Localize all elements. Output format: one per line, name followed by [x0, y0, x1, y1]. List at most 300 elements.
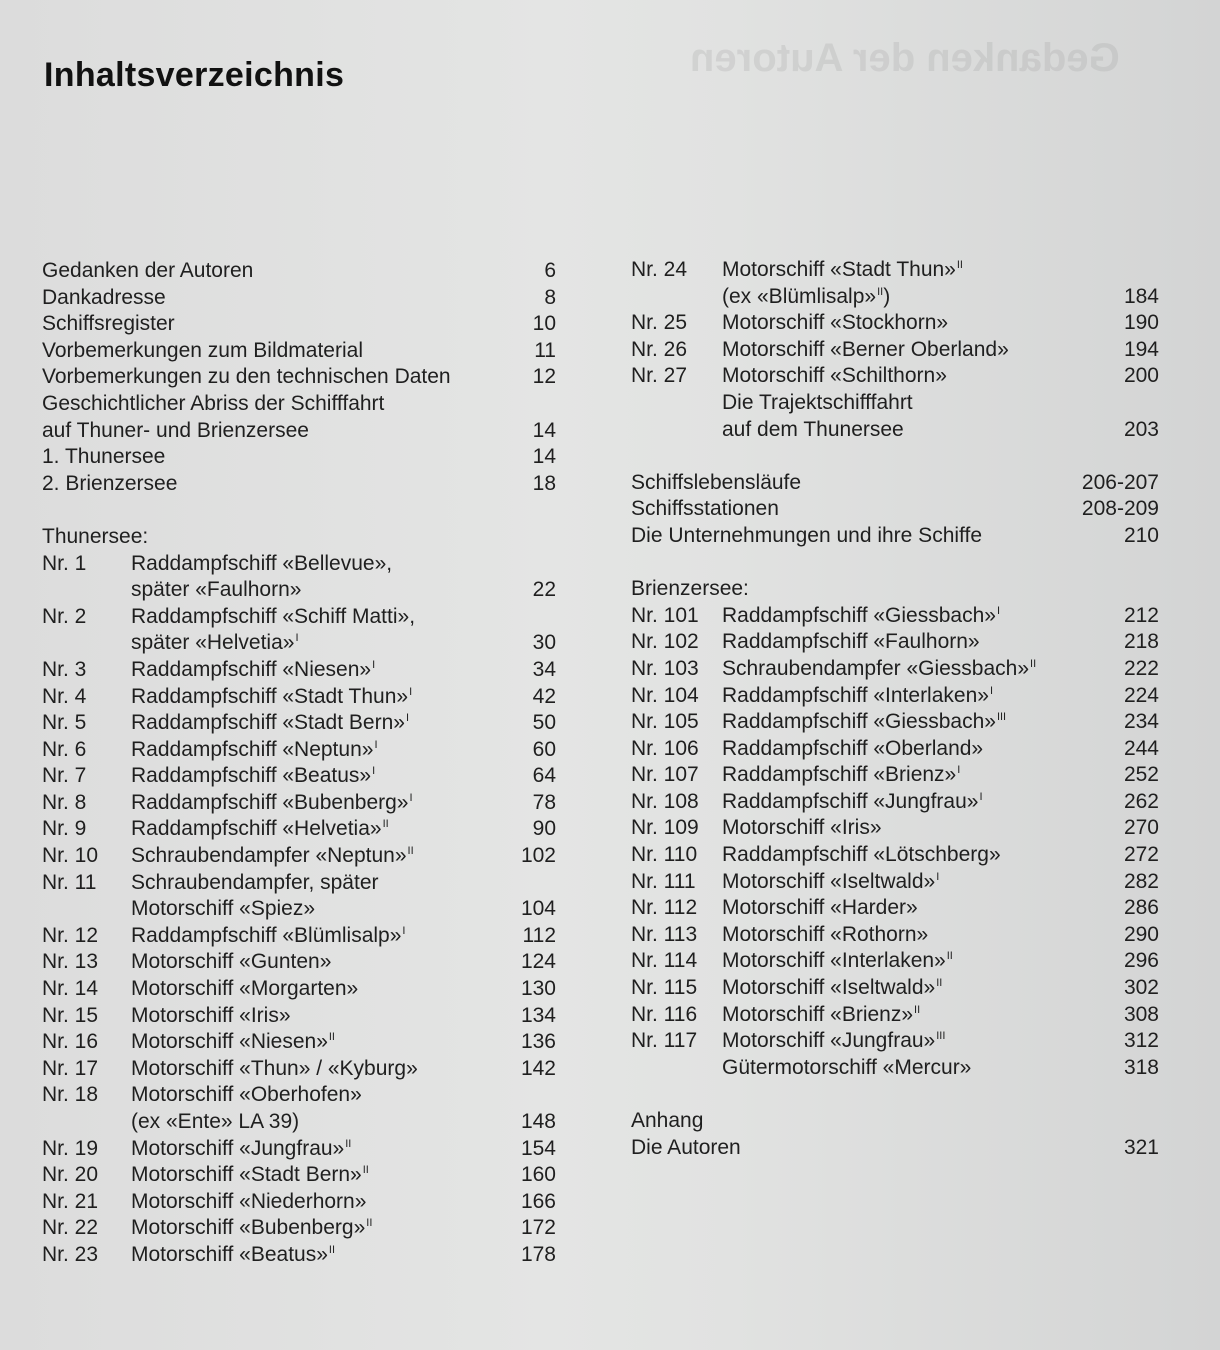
entry-title-text: Motorschiff «Rothorn»	[722, 922, 929, 946]
entry-number: Nr. 103	[631, 656, 699, 680]
page-number: 282	[1123, 869, 1159, 893]
ship-entry	[631, 1002, 1159, 1029]
page-number: 194	[1123, 337, 1159, 361]
ship-entry	[631, 603, 1159, 630]
roman-numeral-superscript: II	[328, 1243, 336, 1256]
entry-title-text: Die Unternehmungen und ihre Schiffe	[631, 523, 983, 547]
entry-title-text: Raddampfschiff «Jungfrau»	[722, 789, 979, 813]
page-number: 206-207	[1081, 470, 1159, 494]
entry-title	[722, 762, 960, 789]
entry-title	[722, 789, 983, 816]
entry-number: Nr. 25	[631, 311, 688, 335]
page-number: 210	[1123, 523, 1159, 547]
entry-title-text: Schiffslebensläufe	[631, 470, 802, 494]
roman-numeral-superscript: II	[877, 285, 884, 298]
entry-title-text: Motorschiff «Jungfrau»	[131, 1136, 345, 1160]
ship-entry	[42, 1136, 556, 1163]
page-number: 290	[1123, 922, 1159, 946]
roman-numeral-superscript: II	[345, 1137, 352, 1150]
entry-title-text: Motorschiff «Iris»	[722, 816, 882, 840]
entry-number: Nr. 9	[42, 817, 87, 841]
ship-entry	[631, 762, 1159, 789]
roman-numeral-superscript: II	[914, 1003, 921, 1016]
entry-title	[722, 895, 918, 922]
entry-number: Nr. 2	[42, 604, 87, 628]
ship-entry	[631, 1055, 1159, 1082]
entry-title	[131, 1215, 372, 1242]
roman-numeral-superscript: II	[936, 977, 943, 990]
ship-entry	[42, 657, 556, 684]
entry-number: Nr. 27	[631, 364, 688, 388]
page-number: 22	[532, 578, 556, 602]
ship-entry	[42, 976, 556, 1003]
ship-entry	[631, 948, 1159, 975]
ship-entry	[42, 870, 556, 897]
ship-entry	[631, 390, 1159, 417]
entry-number: Nr. 8	[42, 790, 87, 814]
page-number: 104	[520, 897, 556, 921]
ship-entry	[631, 284, 1159, 311]
page-number: 296	[1123, 949, 1159, 973]
roman-numeral-superscript: II	[407, 845, 414, 858]
entry-number: Nr. 107	[631, 763, 699, 787]
entry-title-text: Motorschiff «Niederhorn»	[131, 1189, 367, 1213]
entry-title	[722, 1028, 945, 1055]
page-number: 270	[1123, 816, 1159, 840]
entry-number: Nr. 109	[631, 816, 699, 840]
entry-title-text: (ex «Ente» LA 39)	[131, 1110, 300, 1133]
entry-title	[722, 363, 947, 390]
roman-numeral-superscript: III	[996, 711, 1007, 724]
page-number: 184	[1123, 284, 1159, 308]
entry-title	[131, 1162, 369, 1189]
entry-title-text: Raddampfschiff «Helvetia»	[131, 817, 382, 841]
entry-title-text: Gedanken der Autoren	[42, 259, 254, 282]
entry-title	[722, 603, 1000, 630]
entry-title	[722, 975, 942, 1002]
entry-title-text: später «Faulhorn»	[131, 578, 302, 602]
entry-number: Nr. 110	[631, 843, 698, 867]
entry-title-text: Motorschiff «Berner Oberland»	[722, 337, 1009, 361]
entry-number: Nr. 108	[631, 789, 699, 813]
ship-entry	[631, 709, 1159, 736]
entry-number: Nr. 5	[42, 711, 87, 735]
page-number: 142	[520, 1056, 556, 1080]
entry-number: Nr. 105	[631, 710, 699, 734]
entry-title	[131, 1109, 299, 1136]
entry-number: Nr. 1	[42, 551, 87, 575]
entry-title	[131, 630, 299, 657]
entry-number: Nr. 24	[631, 258, 688, 281]
roman-numeral-superscript: I	[989, 684, 994, 697]
entry-number: Nr. 10	[42, 844, 99, 868]
entry-title-text: Motorschiff «Schilthorn»	[722, 364, 947, 388]
ship-entry	[631, 789, 1159, 816]
page-number: 14	[532, 445, 556, 469]
entry-number: Nr. 26	[631, 337, 688, 361]
entry-title-text: Motorschiff «Niesen»	[131, 1030, 328, 1054]
spacer	[631, 550, 1159, 577]
ship-entry	[42, 737, 556, 764]
page-number: 203	[1123, 417, 1159, 441]
ship-entry	[42, 896, 556, 923]
toc-entry	[42, 524, 556, 551]
entry-title	[42, 524, 148, 551]
entry-title-text: Vorbemerkungen zum Bildmaterial	[42, 338, 363, 362]
page-number: 10	[532, 312, 556, 336]
page-number: 18	[532, 471, 556, 495]
entry-number: Nr. 4	[42, 684, 87, 708]
entry-number: Nr. 14	[42, 977, 99, 1001]
page-number: 11	[534, 338, 556, 362]
ship-entry	[631, 417, 1159, 444]
roman-numeral-superscript: II	[382, 818, 389, 831]
entry-title-text: Motorschiff «Beatus»	[131, 1242, 328, 1266]
entry-title-text: Geschichtlicher Abriss der Schifffahrt	[42, 391, 385, 415]
ship-entry	[42, 923, 556, 950]
entry-title-text: Motorschiff «Stadt Bern»	[131, 1163, 362, 1187]
page-number: 252	[1123, 763, 1159, 787]
entry-title	[722, 656, 1036, 683]
entry-title-text: Schraubendampfer «Giessbach»	[722, 656, 1030, 680]
entry-title-text: Raddampfschiff «Stadt Bern»	[131, 711, 405, 735]
page-number: 42	[532, 684, 556, 708]
ship-entry	[42, 551, 556, 578]
page-number: 154	[520, 1136, 556, 1160]
entry-number: Nr. 116	[631, 1002, 698, 1026]
entry-title-text: Motorschiff «Morgarten»	[131, 977, 359, 1001]
entry-number: Nr. 102	[631, 630, 699, 654]
ship-entry	[42, 949, 556, 976]
page-number: 200	[1123, 364, 1159, 388]
roman-numeral-superscript: I	[979, 790, 983, 803]
entry-title	[42, 338, 363, 365]
toc-right-column	[631, 257, 1159, 1161]
facing-page-bleed-through: Gedanken der Autoren	[690, 36, 1120, 80]
roman-numeral-superscript: II	[946, 950, 953, 963]
entry-number: Nr. 17	[42, 1056, 99, 1080]
entry-title-text: Raddampfschiff «Neptun»	[131, 737, 374, 761]
entry-number: Nr. 6	[42, 737, 87, 761]
toc-entry	[42, 391, 556, 418]
page-number: 78	[532, 790, 556, 814]
spacer	[631, 443, 1159, 470]
roman-numeral-superscript: I	[409, 791, 413, 804]
entry-title-text: Die Trajektschifffahrt	[722, 390, 913, 414]
entry-title-text: Motorschiff «Spiez»	[131, 897, 316, 921]
entry-title-text: auf dem Thunersee	[722, 417, 904, 441]
entry-title-text: Motorschiff «Jungfrau»	[722, 1029, 936, 1053]
entry-title-text: Raddampfschiff «Faulhorn»	[722, 630, 980, 654]
page-number: 112	[522, 923, 556, 947]
entry-title	[722, 310, 948, 337]
ship-entry	[42, 1109, 556, 1136]
entry-title-text: Raddampfschiff «Interlaken»	[722, 683, 989, 707]
entry-number: Nr. 21	[42, 1189, 99, 1213]
entry-title-text: (ex «Blümlisalp»	[722, 284, 877, 308]
page-number: 234	[1123, 710, 1159, 734]
entry-title	[631, 576, 749, 603]
entry-title-text: Raddampfschiff «Bubenberg»	[131, 790, 409, 814]
entry-title	[42, 418, 309, 445]
ship-entry	[42, 1082, 556, 1109]
page-number: 190	[1123, 311, 1159, 335]
page-number: 160	[520, 1163, 556, 1187]
ship-entry	[631, 975, 1159, 1002]
entry-number: Nr. 23	[42, 1242, 99, 1266]
ship-entry	[631, 842, 1159, 869]
toc-entry	[631, 1108, 1159, 1135]
page-number: 8	[544, 285, 556, 309]
ship-entry	[631, 629, 1159, 656]
entry-title	[131, 843, 414, 870]
entry-title	[131, 763, 375, 790]
entry-title	[131, 1136, 351, 1163]
page-number: 224	[1123, 683, 1159, 707]
page-number: 14	[532, 418, 556, 442]
entry-title	[42, 471, 177, 498]
page-number: 134	[520, 1003, 556, 1027]
entry-title-text: Raddampfschiff «Oberland»	[722, 736, 984, 760]
page-number: 321	[1123, 1135, 1159, 1159]
page-number: 178	[520, 1242, 556, 1266]
entry-title-text: Schraubendampfer «Neptun»	[131, 844, 407, 868]
entry-title	[131, 1056, 418, 1083]
entry-number: Nr. 106	[631, 736, 699, 760]
ship-entry	[42, 816, 556, 843]
ship-entry	[631, 363, 1159, 390]
ship-entry	[631, 310, 1159, 337]
ship-entry	[42, 710, 556, 737]
ship-entry	[42, 684, 556, 711]
ship-entry	[631, 656, 1159, 683]
entry-title	[722, 337, 1009, 364]
roman-numeral-superscript: I	[936, 870, 940, 883]
entry-title-text: Motorschiff «Oberhofen»	[131, 1083, 362, 1107]
entry-title-suffix: )	[883, 284, 891, 308]
entry-title	[722, 683, 993, 710]
entry-title	[722, 1055, 971, 1082]
roman-numeral-superscript: II	[362, 1164, 369, 1177]
entry-title	[722, 842, 1001, 869]
toc-left-column	[42, 258, 556, 1269]
entry-title	[42, 258, 253, 285]
entry-title-text: Raddampfschiff «Beatus»	[131, 764, 372, 788]
entry-number: Nr. 3	[42, 657, 87, 681]
roman-numeral-superscript: I	[372, 658, 376, 671]
ship-entry	[631, 683, 1159, 710]
entry-title	[722, 629, 980, 656]
page-number: 148	[520, 1110, 556, 1133]
roman-numeral-superscript: II	[366, 1217, 373, 1230]
entry-number: Nr. 117	[631, 1029, 698, 1053]
entry-title-text: Motorschiff «Harder»	[722, 896, 918, 920]
entry-number: Nr. 11	[42, 870, 97, 894]
ship-entry	[42, 1056, 556, 1083]
entry-title	[131, 710, 409, 737]
page-number: 212	[1123, 603, 1159, 627]
entry-title	[42, 444, 165, 471]
entry-title-text: Raddampfschiff «Schiff Matti»,	[131, 604, 416, 628]
entry-title-text: Raddampfschiff «Bellevue»,	[131, 551, 393, 575]
entry-title-text: Schraubendampfer, später	[131, 870, 379, 894]
entry-number: Nr. 12	[42, 923, 99, 947]
entry-title	[131, 1003, 291, 1030]
entry-title	[722, 257, 963, 284]
ship-entry	[631, 257, 1159, 284]
entry-title-text: Motorschiff «Brienz»	[722, 1002, 914, 1026]
entry-title	[131, 923, 405, 950]
page-number: 318	[1123, 1055, 1159, 1079]
entry-title-text: 2. Brienzersee	[42, 471, 178, 495]
entry-title-text: 1. Thunersee	[42, 445, 166, 469]
entry-title-text: Motorschiff «Stadt Thun»	[722, 258, 956, 281]
toc-entry	[42, 444, 556, 471]
entry-number: Nr. 13	[42, 950, 99, 974]
entry-title	[131, 816, 389, 843]
entry-title	[131, 870, 379, 897]
roman-numeral-superscript: I	[996, 604, 1000, 617]
entry-title	[722, 922, 928, 949]
entry-title	[131, 551, 392, 578]
entry-title	[42, 364, 451, 391]
entry-title	[131, 684, 412, 711]
entry-title	[631, 496, 779, 523]
entry-title	[722, 815, 882, 842]
entry-title-text: Schiffsregister	[42, 312, 175, 336]
ship-entry	[631, 736, 1159, 763]
entry-number: Nr. 15	[42, 1003, 99, 1027]
ship-entry	[42, 1029, 556, 1056]
entry-title	[131, 1242, 335, 1269]
ship-entry	[42, 843, 556, 870]
roman-numeral-superscript: III	[936, 1030, 946, 1043]
page-number: 222	[1123, 656, 1159, 680]
toc-entry	[631, 523, 1159, 550]
spacer	[42, 497, 556, 524]
ship-entry	[42, 1215, 556, 1242]
entry-title	[722, 1002, 920, 1029]
entry-title	[131, 790, 413, 817]
page-number: 102	[520, 844, 556, 868]
page-number: 272	[1123, 843, 1159, 867]
entry-title	[131, 1189, 366, 1216]
entry-number: Nr. 22	[42, 1216, 99, 1240]
entry-title	[131, 657, 375, 684]
roman-numeral-superscript: I	[957, 764, 961, 777]
entry-title-text: Die Autoren	[631, 1135, 741, 1159]
ship-entry	[42, 1189, 556, 1216]
spacer	[631, 1081, 1159, 1108]
entry-title-text: Motorschiff «Stockhorn»	[722, 311, 949, 335]
entry-number: Nr. 20	[42, 1163, 99, 1187]
entry-title-text: Raddampfschiff «Brienz»	[722, 763, 957, 787]
entry-title	[722, 417, 904, 444]
entry-title-text: Raddampfschiff «Blümlisalp»	[131, 923, 402, 947]
page-number: 60	[532, 737, 556, 761]
ship-entry	[631, 337, 1159, 364]
page-number: 34	[532, 657, 556, 681]
entry-number: Nr. 114	[631, 949, 698, 973]
toc-entry	[42, 471, 556, 498]
toc-entry	[42, 311, 556, 338]
page-number: 166	[520, 1189, 556, 1213]
page-number: 12	[532, 365, 556, 389]
entry-title-text: Motorschiff «Thun» / «Kyburg»	[131, 1056, 418, 1080]
entry-title	[722, 390, 913, 417]
entry-title-text: Anhang	[631, 1109, 704, 1132]
entry-title-text: Motorschiff «Gunten»	[131, 950, 332, 974]
roman-numeral-superscript: I	[372, 765, 376, 778]
entry-number: Nr. 113	[631, 922, 698, 946]
entry-title	[42, 311, 175, 338]
page-number: 308	[1123, 1002, 1159, 1026]
page-number: 136	[520, 1030, 556, 1054]
page-number: 64	[532, 764, 556, 788]
roman-numeral-superscript: I	[295, 632, 299, 645]
ship-entry	[42, 790, 556, 817]
entry-title	[722, 948, 953, 975]
entry-title	[722, 284, 890, 311]
entry-title	[631, 470, 801, 497]
ship-entry	[631, 895, 1159, 922]
entry-number: Nr. 18	[42, 1083, 99, 1107]
entry-title	[722, 869, 939, 896]
entry-number: Nr. 16	[42, 1030, 99, 1054]
page-number: 218	[1123, 630, 1159, 654]
ship-entry	[631, 815, 1159, 842]
page-number: 244	[1123, 736, 1159, 760]
entry-title	[131, 949, 331, 976]
entry-title-text: Vorbemerkungen zu den technischen Daten	[42, 365, 451, 389]
entry-title-text: Gütermotorschiff «Mercur»	[722, 1055, 972, 1079]
entry-title-text: auf Thuner- und Brienzersee	[42, 418, 309, 442]
ship-entry	[42, 1003, 556, 1030]
page-number: 208-209	[1081, 497, 1159, 521]
toc-entry	[42, 338, 556, 365]
entry-title	[722, 709, 1006, 736]
entry-number: Nr. 111	[631, 869, 696, 893]
ship-entry	[42, 1242, 556, 1269]
entry-title	[42, 391, 384, 418]
toc-entry	[631, 470, 1159, 497]
entry-title	[131, 604, 415, 631]
entry-number: Nr. 101	[631, 603, 699, 627]
entry-title-text: Motorschiff «Interlaken»	[722, 949, 946, 973]
page-number: 6	[544, 259, 556, 282]
entry-title-text: Schiffsstationen	[631, 497, 779, 521]
entry-title-text: später «Helvetia»	[131, 631, 295, 655]
ship-entry	[42, 630, 556, 657]
entry-title	[631, 523, 982, 550]
roman-numeral-superscript: II	[1030, 657, 1037, 670]
entry-title	[131, 737, 378, 764]
ship-entry	[42, 604, 556, 631]
entry-title	[42, 285, 166, 312]
page-number: 286	[1123, 896, 1159, 920]
entry-title-text: Dankadresse	[42, 285, 166, 309]
ship-entry	[42, 577, 556, 604]
entry-title-text: Motorschiff «Iseltwald»	[722, 976, 936, 1000]
entry-title	[131, 976, 358, 1003]
roman-numeral-superscript: I	[409, 685, 413, 698]
roman-numeral-superscript: I	[405, 712, 410, 725]
roman-numeral-superscript: I	[402, 924, 406, 937]
toc-entry	[42, 285, 556, 312]
entry-title-text: Motorschiff «Iris»	[131, 1003, 291, 1027]
roman-numeral-superscript: II	[328, 1031, 335, 1044]
toc-entry	[42, 418, 556, 445]
